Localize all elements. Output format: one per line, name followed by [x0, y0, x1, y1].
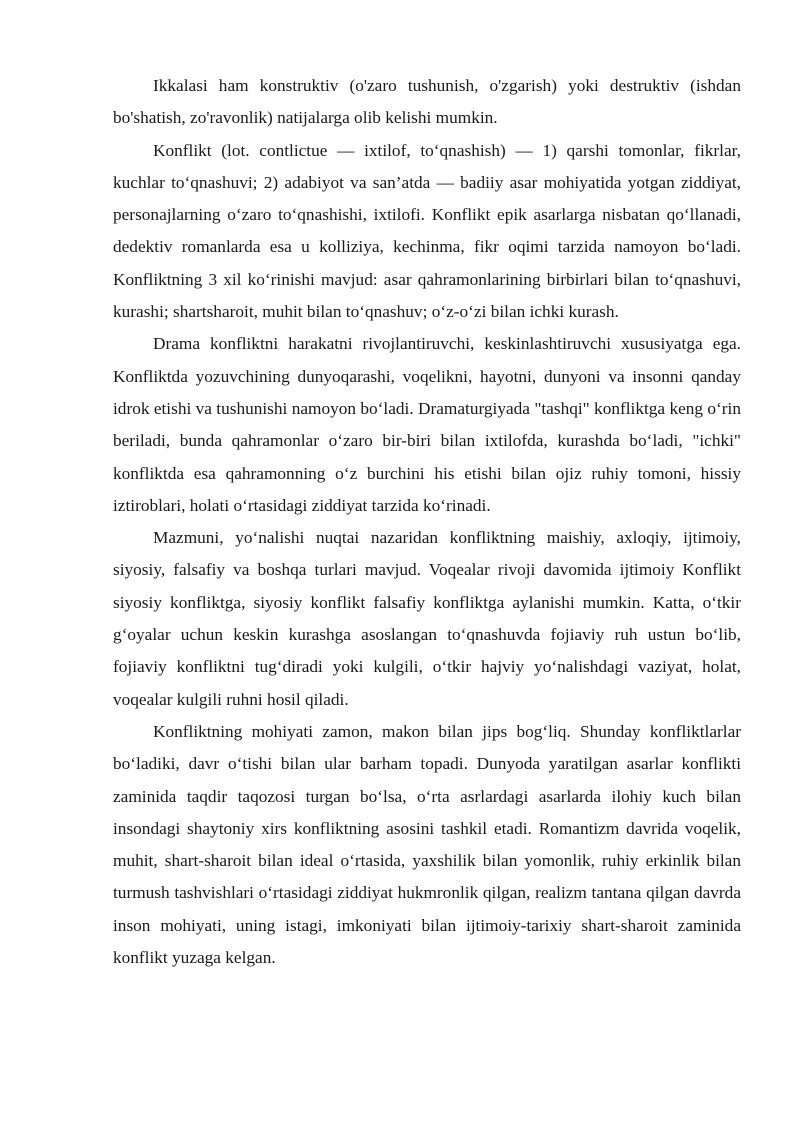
paragraph-5: Konfliktning mohiyati zamon, makon bilan jips bog‘liq. Shunday konfliktlarlar bo‘ladiki, davr o‘tishi bilan ular barham topadi. Dunyoda yaratilgan asarlar konflikti zaminida taqdir taqozosi turgan bo‘lsa, o‘rta asrlardagi asarlarda ilohiy kuch bilan insondagi shaytoniy xirs konfliktning asosini tashkil etadi. Romantizm davrida voqelik, muhit, shart-sharoit bilan ideal o‘rtasida, yaxshilik bilan yomonlik, ruhiy erkinlik bilan turmush tashvishlari o‘rtasidagi ziddiyat hukmronlik qilgan, realizm tantana qilgan davrda inson mohiyati, uning istagi, imkoniyati bilan ijtimoiy-tarixiy shart-sharoit zaminida konflikt yuzaga kelgan. [113, 721, 741, 968]
paragraph-2: Konflikt (lot. contlictue — ixtilof, to‘qnashish) — 1) qarshi tomonlar, fikrlar, kuchlar to‘qnashuvi; 2) adabiyot va san’atda — badiiy asar mohiyatida yotgan ziddiyat, personajlarning o‘zaro to‘qnashishi, ixtilofi. Konflikt epik asarlarga nisbatan qo‘llanadi, dedektiv romanlarda esa u kolliziya, kechinma, fikr oqimi tarzida namoyon bo‘ladi. Konfliktning 3 xil ko‘rinishi mavjud: asar qahramonlarining birbirlari bilan to‘qnashuvi, kurashi; shartsharoit, muhit bilan to‘qnashuv; o‘z-o‘zi bilan ichki kurash. [113, 140, 741, 322]
paragraph-4: Mazmuni, yo‘nalishi nuqtai nazaridan konfliktning maishiy, axloqiy, ijtimoiy, siyosiy, falsafiy va boshqa turlari mavjud. Voqealar rivoji davomida ijtimoiy Konflikt siyosiy konfliktga, siyosiy konflikt falsafiy konfliktga aylanishi mumkin. Katta, o‘tkir g‘oyalar uchun keskin kurashga asoslangan to‘qnashuvda fojiaviy ruh ustun bo‘lib, fojiaviy konfliktni tug‘diradi yoki kulgili, o‘tkir hajviy yo‘nalishdagi vaziyat, holat, voqealar kulgili ruhni hosil qiladi. [113, 528, 741, 709]
paragraph-1: Ikkalasi ham konstruktiv (o'zaro tushunish, o'zgarish) yoki destruktiv (ishdan bo'shatish, zo'ravonlik) natijalarga olib kelishi mumkin. [113, 76, 741, 128]
document-page [113, 70, 741, 974]
paragraph-3: Drama konfliktni harakatni rivojlantiruvchi, keskinlashtiruvchi xususiyatga ega. Konfliktda yozuvchining dunyoqarashi, voqelikni, hayotni, dunyoni va insonni qanday idrok etishi va tushunishi namoyon bo‘ladi. Dramaturgiyada "tashqi" konfliktga keng o‘rin beriladi, bunda qahramonlar o‘zaro bir-biri bilan ixtilofda, kurashda bo‘ladi, "ichki" konfliktda esa qahramonning o‘z burchini his etishi bilan ojiz ruhiy tomoni, hissiy iztiroblari, holati o‘rtasidagi ziddiyat tarzida ko‘rinadi. [113, 334, 741, 515]
